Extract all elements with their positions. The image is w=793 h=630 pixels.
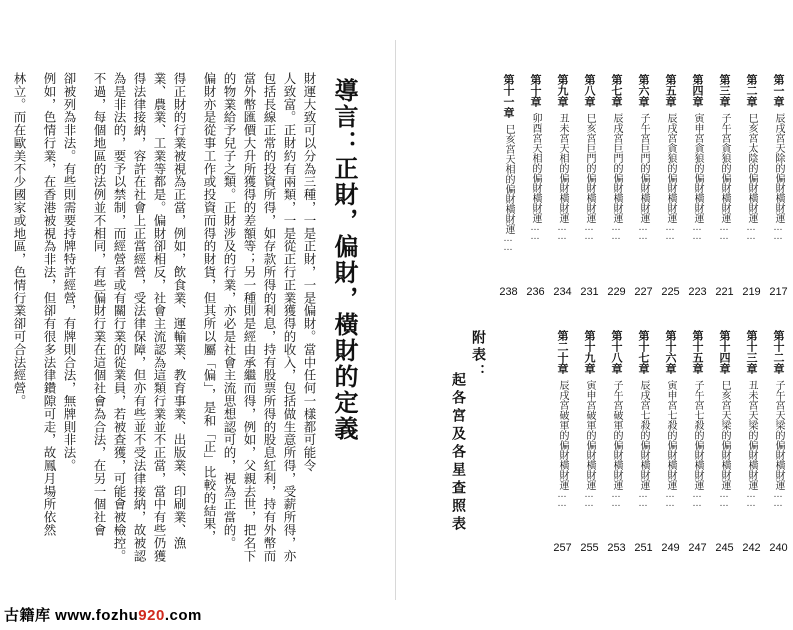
toc-page-number: 242 xyxy=(742,542,761,554)
toc-page-number: 219 xyxy=(742,286,761,298)
toc-page-number: 227 xyxy=(634,286,653,298)
toc-chapter-number: 第四章 xyxy=(691,74,704,107)
toc-chapter-title xyxy=(637,113,649,241)
appendix-title: 起各宮及各星查照表 xyxy=(450,372,466,534)
left-page xyxy=(0,0,395,630)
toc-page-number: 247 xyxy=(688,542,707,554)
toc-title-text: 巳亥宮天梁的偏財橫財運 xyxy=(719,380,730,490)
toc-leader-dots: …… xyxy=(719,223,729,241)
toc-chapter-number: 第七章 xyxy=(610,74,623,107)
text-column: 卻被列為非法。有些則需要持牌特許經營，有牌則合法，無牌則非法。 xyxy=(62,72,77,472)
toc-chapter-number: 第六章 xyxy=(637,74,650,107)
toc-page-number: 251 xyxy=(634,542,653,554)
watermark-url-mid: fozhu xyxy=(95,607,139,624)
toc-entry xyxy=(580,74,599,298)
toc-chapter-title xyxy=(745,113,757,241)
appendix-label: 附表： xyxy=(470,330,486,381)
toc-page-number: 249 xyxy=(661,542,680,554)
toc-leader-dots: …… xyxy=(665,490,675,508)
text-column: 業、農業、工業等都是。偏財卻相反，社會主流認為這類行業並不正當，當中有些仍獲 xyxy=(152,72,167,563)
toc-title-text: 辰戌宮巨門的偏財橫財運 xyxy=(611,113,622,223)
toc-chapter-title xyxy=(691,380,703,508)
text-column: 為是非法的，要予以禁制，而經營者或有關行業的從業員，若被查獲，可能會被檢控。 xyxy=(112,72,127,563)
toc-entry xyxy=(742,330,761,554)
toc-title-text: 辰戌宮貪狼的偏財橫財運 xyxy=(665,113,676,223)
toc-chapter-title xyxy=(664,113,676,241)
toc-title-text: 寅申宮貪狼的偏財橫財運 xyxy=(692,113,703,223)
toc-leader-dots: …… xyxy=(746,223,756,241)
toc-title-text: 子午宮巨門的偏財橫財運 xyxy=(638,113,649,223)
toc-entry xyxy=(499,74,518,298)
toc-chapter-number: 第十八章 xyxy=(610,330,623,374)
toc-chapter-title xyxy=(745,380,757,508)
toc-leader-dots: …… xyxy=(719,490,729,508)
toc-title-text: 巳亥宮太陰的偏財橫財運 xyxy=(746,113,757,223)
text-column: 人致富。正財約有兩類，一是從正行正業獲得的收入，包括做生意所得，受薪所得，亦 xyxy=(282,72,297,563)
toc-chapter-title xyxy=(691,113,703,241)
toc-page-number: 217 xyxy=(769,286,788,298)
watermark-url-suffix: .com xyxy=(164,607,202,624)
watermark-url-prefix: www. xyxy=(55,607,96,624)
toc-entry xyxy=(769,330,788,554)
toc-chapter-number: 第十九章 xyxy=(583,330,596,374)
toc-entry xyxy=(607,74,626,298)
toc-bottom-row xyxy=(553,330,788,554)
toc-entry xyxy=(715,330,734,554)
toc-chapter-number: 第十四章 xyxy=(718,330,731,374)
right-page xyxy=(396,0,793,630)
toc-chapter-number: 第五章 xyxy=(664,74,677,107)
toc-top-row xyxy=(499,74,788,298)
toc-leader-dots: …… xyxy=(746,490,756,508)
toc-page-number: 236 xyxy=(526,286,545,298)
toc-page-number: 225 xyxy=(661,286,680,298)
toc-title-text: 寅申宮七殺的偏財橫財運 xyxy=(665,380,676,490)
toc-title-text: 子午宮破軍的偏財橫財運 xyxy=(611,380,622,490)
toc-entry xyxy=(580,330,599,554)
toc-title-text: 巳亥宮巨門的偏財橫財運 xyxy=(584,113,595,223)
text-column: 不過，每個地區的法例並不相同，有些偏財行業在這個社會為合法，在另一個社會 xyxy=(92,72,107,537)
toc-leader-dots: …… xyxy=(557,490,567,508)
toc-entry xyxy=(661,330,680,554)
toc-leader-dots: …… xyxy=(584,490,594,508)
toc-chapter-number: 第九章 xyxy=(556,74,569,107)
toc-chapter-number: 第二章 xyxy=(745,74,758,107)
toc-entry xyxy=(634,330,653,554)
toc-leader-dots: …… xyxy=(611,223,621,241)
toc-entry xyxy=(553,330,572,554)
toc-chapter-title xyxy=(529,113,541,241)
toc-entry xyxy=(526,74,545,298)
toc-page-number: 245 xyxy=(715,542,734,554)
text-column: 當外幣匯價大升所獲得的差額等；另一種則是經由承繼而得，例如，父親去世，把名下 xyxy=(242,72,257,563)
toc-chapter-title xyxy=(718,380,730,508)
toc-chapter-number: 第十章 xyxy=(529,74,542,107)
toc-entry xyxy=(742,74,761,298)
toc-entry xyxy=(688,330,707,554)
toc-page-number: 257 xyxy=(553,542,572,554)
toc-chapter-number: 第一章 xyxy=(772,74,785,107)
toc-leader-dots: …… xyxy=(773,223,783,241)
toc-leader-dots: …… xyxy=(692,223,702,241)
toc-chapter-title xyxy=(610,113,622,241)
toc-leader-dots: …… xyxy=(584,223,594,241)
toc-chapter-title xyxy=(637,380,649,508)
toc-leader-dots: …… xyxy=(530,223,540,241)
text-column: 林立。而在歐美不少國家或地區，色情行業卻可合法經營。 xyxy=(12,72,27,408)
toc-title-text: 丑未宮天相的偏財橫財運 xyxy=(557,113,568,223)
toc-title-text: 丑未宮天梁的偏財橫財運 xyxy=(746,380,757,490)
toc-leader-dots: …… xyxy=(773,490,783,508)
watermark-site-name: 古籍库 xyxy=(4,607,56,624)
page-title: 導言：正財，偏財，橫財的定義 xyxy=(330,78,359,442)
toc-leader-dots: …… xyxy=(638,223,648,241)
text-column: 偏財亦是從事工作或投資而得的財貨，但其所以屬「偏」，是和「正」比較的結果， xyxy=(202,72,217,544)
text-column: 的物業給予兒子之類。正財涉及的行業，亦必是社會主流思想認可的，視為正當的。 xyxy=(222,72,237,550)
toc-page-number: 255 xyxy=(580,542,599,554)
toc-page-number: 240 xyxy=(769,542,788,554)
introduction-text xyxy=(12,72,317,563)
toc-entry xyxy=(634,74,653,298)
toc-entry xyxy=(688,74,707,298)
toc-page-number: 234 xyxy=(553,286,572,298)
toc-chapter-title xyxy=(772,113,784,241)
toc-page-number: 238 xyxy=(499,286,518,298)
watermark-url-number: 920 xyxy=(138,607,165,624)
toc-chapter-title xyxy=(718,113,730,241)
text-column: 財運大致可以分為三種，一是正財，一是偏財。當中任何一樣都可能令 xyxy=(302,72,317,472)
toc-chapter-title xyxy=(583,380,595,508)
toc-chapter-title xyxy=(772,380,784,508)
toc-page-number: 221 xyxy=(715,286,734,298)
text-column: 例如，色情行業，在香港被視為非法，但卻有很多法律鑽隙可走，故鳳月場所依然 xyxy=(42,72,57,537)
toc-title-text: 辰戌宮破軍的偏財橫財運 xyxy=(557,380,568,490)
toc-title-text: 卯酉宮天相的偏財橫財運 xyxy=(530,113,541,223)
toc-title-text: 巳亥宮天相的偏財橫財運 xyxy=(503,124,514,234)
toc-chapter-title xyxy=(610,380,622,508)
toc-title-text: 寅申宮破軍的偏財橫財運 xyxy=(584,380,595,490)
toc-leader-dots: …… xyxy=(665,223,675,241)
text-column: 得法律接納，容許在社會上正當經營，受法律保障，但亦有些並不受法律接納，故被認 xyxy=(132,72,147,563)
toc-chapter-title xyxy=(556,113,568,241)
text-column: 包括長線正常的投資所得，如存款所得的利息，持有股票所得的股息紅利，持有外幣而 xyxy=(262,72,277,563)
watermark xyxy=(4,604,202,625)
text-column: 得正財的行業被視為正當，例如，飲食業、運輸業、教育事業、出版業、印刷業、漁 xyxy=(172,72,187,550)
toc-chapter-number: 第十五章 xyxy=(691,330,704,374)
toc-chapter-number: 第十二章 xyxy=(772,330,785,374)
toc-entry xyxy=(715,74,734,298)
toc-entry xyxy=(769,74,788,298)
toc-chapter-number: 第十六章 xyxy=(664,330,677,374)
toc-chapter-number: 第八章 xyxy=(583,74,596,107)
toc-title-text: 辰戌宮七殺的偏財橫財運 xyxy=(638,380,649,490)
toc-page-number: 229 xyxy=(607,286,626,298)
toc-chapter-number: 第十七章 xyxy=(637,330,650,374)
toc-page-number: 253 xyxy=(607,542,626,554)
toc-chapter-number: 第十一章 xyxy=(502,74,515,118)
toc-page-number: 223 xyxy=(688,286,707,298)
toc-title-text: 子午宮貪狼的偏財橫財運 xyxy=(719,113,730,223)
toc-leader-dots: …… xyxy=(557,223,567,241)
toc-entry xyxy=(661,74,680,298)
toc-page-number: 231 xyxy=(580,286,599,298)
toc-title-text: 子午宮天梁的偏財橫財運 xyxy=(773,380,784,490)
toc-leader-dots: …… xyxy=(503,234,513,252)
toc-entry xyxy=(553,74,572,298)
toc-chapter-title xyxy=(502,124,514,252)
toc-chapter-title xyxy=(583,113,595,241)
toc-leader-dots: …… xyxy=(638,490,648,508)
toc-chapter-title xyxy=(664,380,676,508)
toc-leader-dots: …… xyxy=(611,490,621,508)
toc-chapter-title xyxy=(556,380,568,508)
toc-chapter-number: 第三章 xyxy=(718,74,731,107)
toc-leader-dots: …… xyxy=(692,490,702,508)
toc-chapter-number: 第二十章 xyxy=(556,330,569,374)
toc-title-text: 子午宮七殺的偏財橫財運 xyxy=(692,380,703,490)
toc-title-text: 辰戌宮天除的偏財橫財運 xyxy=(773,113,784,223)
toc-entry xyxy=(607,330,626,554)
toc-chapter-number: 第十三章 xyxy=(745,330,758,374)
